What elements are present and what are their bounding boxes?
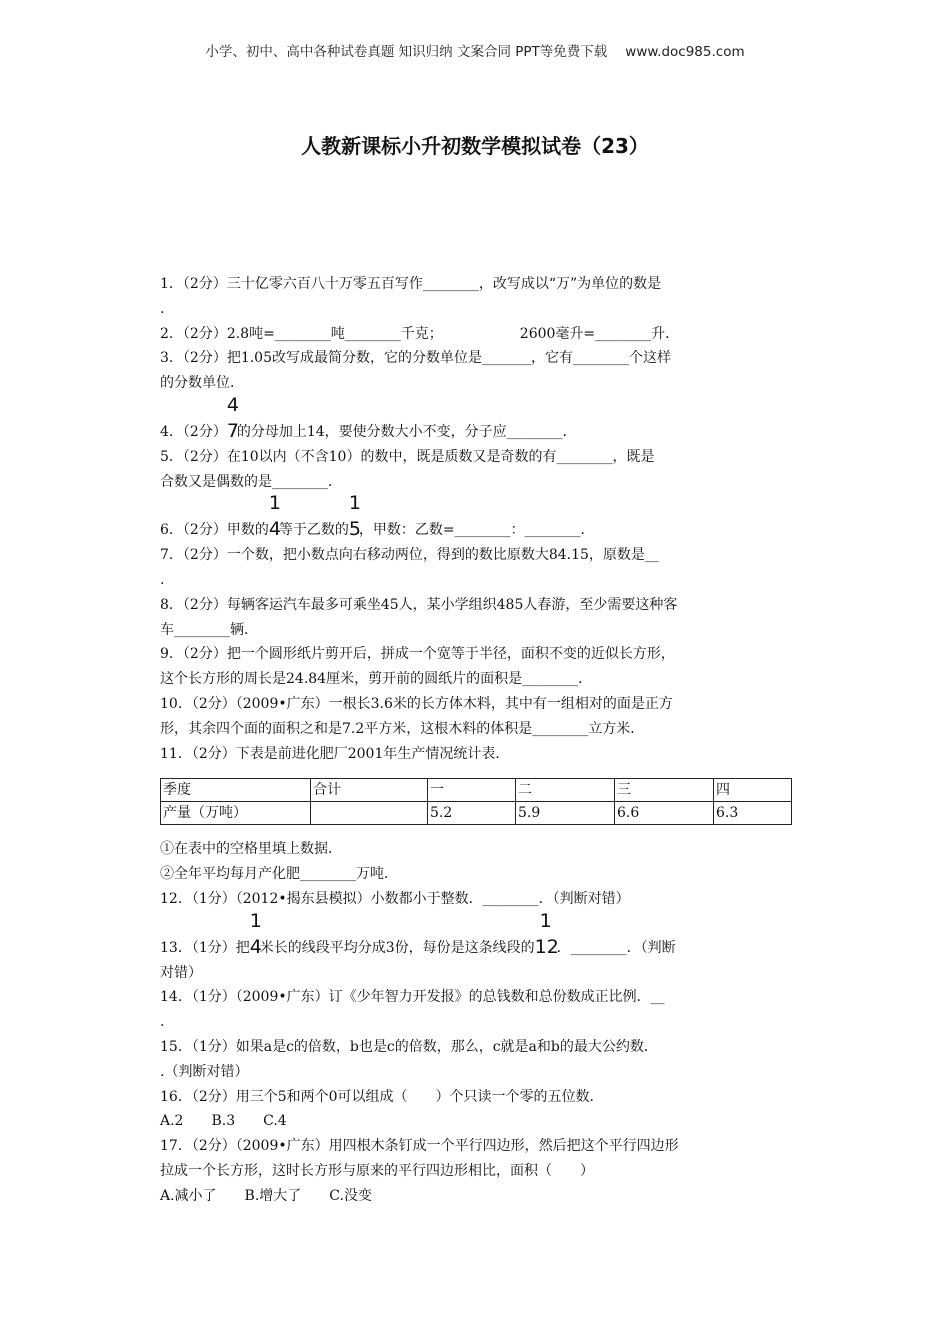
question-7-line-2: . [160, 571, 165, 588]
page-title: 人教新课标小升初数学模拟试卷（23） [301, 134, 649, 158]
question-4-suffix: 的分母加上14，要使分数大小不变，分子应________． [236, 423, 577, 440]
question-17-line-2: 拉成一个长方形，这时长方形与原来的平行四边形相比，面积（ ） [160, 1162, 594, 1179]
table-cell: 5.2 [428, 802, 516, 825]
fraction [534, 909, 559, 960]
question-12-line-1: 12．（1分）（2012•揭东县模拟）小数都小于整数．________．（判断对错） [160, 890, 630, 907]
question-2-line-1: 2．（2分）2.8吨=________吨________千克； 2600毫升=________升． [160, 325, 680, 342]
question-10-line-1: 10．（2分）（2009•广东）一根长3.6米的长方体木料，其中有一组相对的面是正方 [160, 695, 673, 712]
question-9-line-2: 这个长方形的周长是24.84厘米，剪开前的圆纸片的面积是________． [160, 671, 593, 688]
table-header-cell: 四 [714, 779, 792, 802]
question-6-suffix: ，甲数：乙数=________：________． [358, 522, 595, 539]
question-11-sub-1: ①在表中的空格里填上数据． [160, 841, 342, 858]
stats-table [160, 778, 792, 825]
question-3-line-1: 3．（2分）把1.05改写成最简分数，它的分数单位是_______，它有________个这样 [160, 350, 671, 367]
question-16-line-1: 16．（2分）用三个5和两个0可以组成（ ）个只读一个零的五位数． [160, 1088, 604, 1105]
table-header-cell: 季度 [161, 779, 311, 802]
fraction-numerator: 1 [249, 909, 262, 932]
question-11-line-1: 11．（2分）下表是前进化肥厂2001年生产情况统计表． [160, 745, 510, 762]
question-1-line-1: 1．（2分）三十亿零六百八十万零五百写作________，改写成以“万”为单位的数是 [160, 276, 662, 292]
question-13 [160, 909, 792, 961]
table-cell: 产量（万吨） [161, 802, 311, 825]
question-3-line-2: 的分数单位． [160, 375, 244, 392]
question-10-line-2: 形，其余四个面的面积之和是7.2平方米，这根木料的体积是________立方米． [160, 720, 645, 737]
question-5-line-1: 5．（2分）在10以内（不含10）的数中，既是质数又是奇数的有________，既是 [160, 448, 655, 465]
questions-body [160, 272, 792, 1209]
question-6-prefix: 6．（2分）甲数的 [160, 522, 269, 539]
question-17-line-1: 17．（2分）（2009•广东）用四根木条钉成一个平行四边形，然后把这个平行四边形 [160, 1138, 679, 1155]
question-15-line-1: 15．（1分）如果a是c的倍数，b也是c的倍数，那么，c就是a和b的最大公约数． [160, 1038, 658, 1055]
fraction-numerator: 1 [268, 492, 281, 515]
question-11-sub-2: ②全年平均每月产化肥________万吨． [160, 866, 398, 883]
fraction [249, 909, 262, 960]
question-16-options: A.2 B.3 C.4 [160, 1113, 287, 1130]
question-5-line-2: 合数又是偶数的是________． [160, 473, 342, 490]
table-row [161, 779, 792, 802]
table-header-cell: 三 [615, 779, 714, 802]
question-7-line-1: 7．（2分）一个数，把小数点向右移动两位，得到的数比原数大84.15，原数是__ [160, 547, 659, 564]
table-cell: 5.9 [516, 802, 615, 825]
header-text: 小学、初中、高中各种试卷真题 知识归纳 文案合同 PPT等免费下载 [205, 44, 608, 60]
question-13-middle: 米长的线段平均分成3份，每份是这条线段的 [259, 939, 535, 956]
question-17-options: A.减小了 B.增大了 C.没变 [160, 1187, 372, 1204]
page-header [0, 40, 950, 60]
fraction-denominator: 12 [534, 935, 559, 958]
question-6-middle: 等于乙数的 [278, 522, 349, 539]
table-header-cell: 合计 [311, 779, 428, 802]
question-4 [160, 393, 792, 445]
table-cell: 6.3 [714, 802, 792, 825]
question-8-line-2: 车________辆． [160, 621, 258, 638]
question-8-line-1: 8．（2分）每辆客运汽车最多可乘坐45人，某小学组织485人春游，至少需要这种客 [160, 596, 678, 613]
question-13-suffix: ．________．（判断 [556, 939, 676, 956]
fraction [348, 492, 361, 542]
fraction-numerator: 1 [348, 492, 361, 515]
table-header-cell: 一 [428, 779, 516, 802]
question-9-line-1: 9．（2分）把一个圆形纸片剪开后，拼成一个宽等于半径，面积不变的近似长方形， [160, 646, 675, 663]
fraction-denominator: 7 [226, 419, 239, 442]
header-site[interactable]: www.doc985.com [625, 44, 745, 60]
question-15-line-2: .（判断对错） [160, 1063, 249, 1080]
fraction-numerator: 1 [539, 909, 552, 932]
table-cell: 6.6 [615, 802, 714, 825]
table-row [161, 802, 792, 825]
question-6 [160, 492, 792, 543]
fraction-denominator: 5 [348, 518, 361, 541]
fraction-denominator: 4 [268, 518, 281, 541]
question-14-line-1: 14．（1分）（2009•广东）订《少年智力开发报》的总钱数和总份数成正比例．__ [160, 989, 665, 1006]
fraction-numerator: 4 [226, 393, 239, 416]
fraction [226, 393, 239, 444]
question-13-line-2: 对错） [160, 964, 202, 981]
table-cell-empty [311, 802, 428, 825]
question-14-line-2: . [160, 1014, 165, 1031]
question-13-prefix: 13．（1分）把 [160, 939, 250, 956]
fraction [268, 492, 281, 542]
question-4-prefix: 4．（2分） [160, 423, 227, 440]
fraction-denominator: 4 [249, 935, 262, 958]
table-header-cell: 二 [516, 779, 615, 802]
question-1-line-2: . [160, 300, 165, 317]
